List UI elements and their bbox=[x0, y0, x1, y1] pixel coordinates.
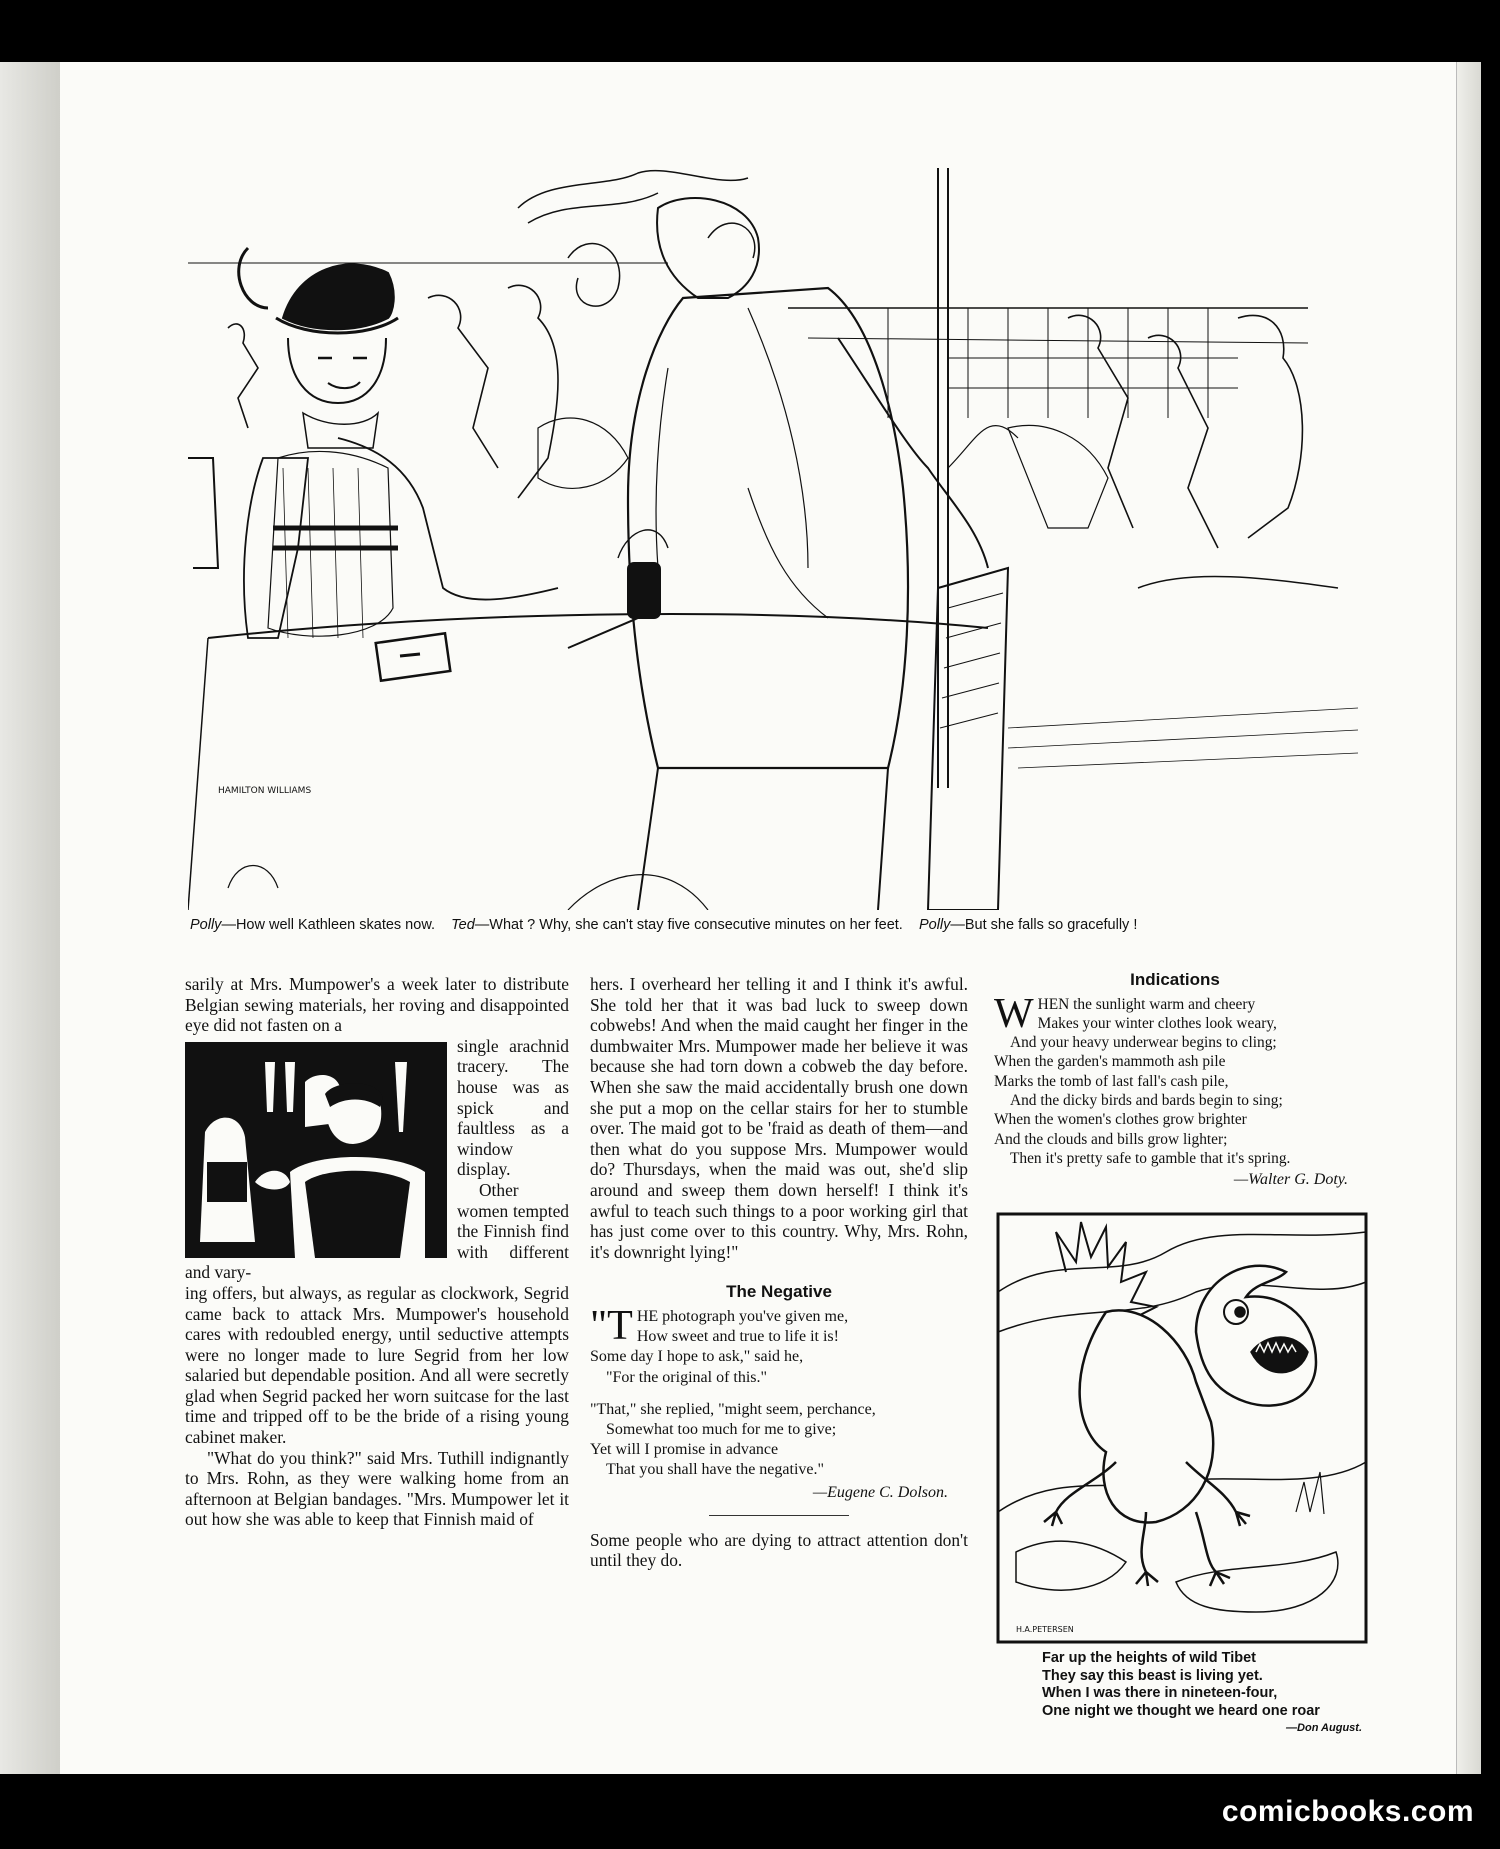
poem-line: And the dicky birds and bards begin to sing; bbox=[1010, 1092, 1283, 1110]
page-edge bbox=[1456, 62, 1481, 1774]
verse-line: When I was there in nineteen-four, bbox=[1042, 1685, 1278, 1701]
poem-title-indications: Indications bbox=[1130, 970, 1220, 989]
caption-speaker-ted: Ted bbox=[451, 917, 475, 933]
poem-author: —Walter G. Doty. bbox=[1233, 1171, 1348, 1189]
poem-the-negative bbox=[590, 1302, 968, 1503]
story-paragraph: "What do you think?" said Mrs. Tuthill indignantly to Mrs. Rohn, as they were walking home from an afternoon at Belgian bandages. "Mrs. Mumpower let it out how she was able to keep that Finnish maid of bbox=[185, 1447, 569, 1530]
poem-line: How sweet and true to life it is! bbox=[636, 1328, 839, 1346]
poem-line: HEN the sunlight warm and cheery bbox=[1037, 995, 1256, 1013]
poem-line: When the garden's mammoth ash pile bbox=[994, 1053, 1226, 1071]
caption-line-3: —But she falls so gracefully ! bbox=[950, 917, 1138, 933]
poem-line: And the clouds and bills grow lighter; bbox=[994, 1130, 1228, 1148]
story-column-2 bbox=[590, 974, 968, 1571]
caption-speaker-polly-2: Polly bbox=[918, 917, 951, 933]
poem-line: Somewhat too much for me to give; bbox=[606, 1420, 837, 1438]
poem-author: —Eugene C. Dolson. bbox=[812, 1483, 948, 1501]
verse-line: They say this beast is living yet. bbox=[1042, 1667, 1263, 1684]
poem-column-3 bbox=[994, 970, 1356, 1190]
site-watermark: comicbooks.com bbox=[1221, 1795, 1474, 1828]
poem-line: Makes your winter clothes look weary, bbox=[1037, 1014, 1277, 1032]
poem-drop-cap: W bbox=[994, 990, 1034, 1037]
poem-line: "For the original of this." bbox=[606, 1368, 768, 1386]
caption-line-2: —What ? Why, she can't stay five consecutive minutes on her feet. bbox=[474, 917, 903, 933]
story-paragraph: hers. I overheard her telling it and I think it's awful. She told her that it was bad luck to sweep down cobwebs! And when the maid caught her finger in the dumbwaiter Mrs. Mumpower made her believe it was because she had torn down a cobweb the day before. When she saw the maid accidentally brush one down she put a mop on the cellar stairs for her to stumble over. The maid got to be 'fraid as death of them—and then what do you suppose Mrs. Mumpower would do? Thursdays, when the maid was out, she'd slip around and sweep them down herself! I think it's awful to teach such things to a poor working girl that has just come over to this country. Why, Mrs. Rohn, it's downright lying!" bbox=[590, 974, 968, 1262]
poem-indications bbox=[994, 990, 1356, 1190]
caption-line-1: —How well Kathleen skates now. bbox=[221, 917, 436, 933]
poem-line: Then it's pretty safe to gamble that it's spring. bbox=[1010, 1149, 1291, 1167]
tibet-beast-cartoon bbox=[996, 1212, 1368, 1644]
cartoonist-signature: H.A.PETERSEN bbox=[1016, 1625, 1074, 1634]
quip-text: Some people who are dying to attract attention don't until they do. bbox=[590, 1529, 968, 1571]
verse-line: One night we thought we heard one roar bbox=[1042, 1702, 1320, 1719]
story-paragraph-cont: single arachnid tracery. The house was as spick and faultless as a window display. bbox=[457, 1035, 569, 1180]
caption-speaker-polly: Polly bbox=[190, 917, 222, 933]
poem-line: When the women's clothes grow brighter bbox=[994, 1111, 1247, 1129]
beast-verse-caption bbox=[1042, 1650, 1362, 1738]
poem-line: And your heavy underwear begins to cling; bbox=[1010, 1034, 1277, 1052]
poem-line: Some day I hope to ask," said he, bbox=[590, 1348, 804, 1366]
story-paragraph: sarily at Mrs. Mumpower's a week later to distribute Belgian sewing materials, her roving and disappointed eye did not fasten on a bbox=[185, 974, 569, 1036]
story-column-1 bbox=[185, 974, 569, 1530]
artist-signature: HAMILTON WILLIAMS bbox=[218, 786, 312, 796]
verse-line: Far up the heights of wild Tibet bbox=[1042, 1650, 1257, 1666]
skating-rink-illustration bbox=[188, 168, 1358, 910]
dinner-party-woodcut bbox=[185, 1042, 447, 1258]
section-divider bbox=[709, 1515, 849, 1516]
poem-line: Yet will I promise in advance bbox=[590, 1441, 779, 1459]
poem-line: Marks the tomb of last fall's cash pile, bbox=[994, 1072, 1229, 1090]
poem-line: HE photograph you've given me, bbox=[636, 1307, 849, 1325]
verse-author: —Don August. bbox=[1286, 1722, 1362, 1734]
poem-line: That you shall have the negative." bbox=[606, 1461, 825, 1479]
story-paragraph-cont: ing offers, but always, as regular as clockwork, Segrid came back to attack Mrs. Mumpower's household cares with redoubled energy, until seductive attempts were no longer made to lure Segrid from her low salaried but dependable position. And all were secretly glad when Segrid packed her worn suitcase for the last time and tripped off to be the bride of a rising young cabinet maker. bbox=[185, 1282, 569, 1448]
poem-drop-cap: "T bbox=[590, 1302, 633, 1349]
poem-title-negative: The Negative bbox=[726, 1282, 832, 1302]
book-spine bbox=[0, 62, 62, 1774]
poem-line: "That," she replied, "might seem, perchance, bbox=[590, 1400, 876, 1418]
illustration-caption bbox=[190, 917, 1350, 933]
story-paragraph: Other women tempted the Finnish find with different and vary- bbox=[185, 1179, 569, 1283]
